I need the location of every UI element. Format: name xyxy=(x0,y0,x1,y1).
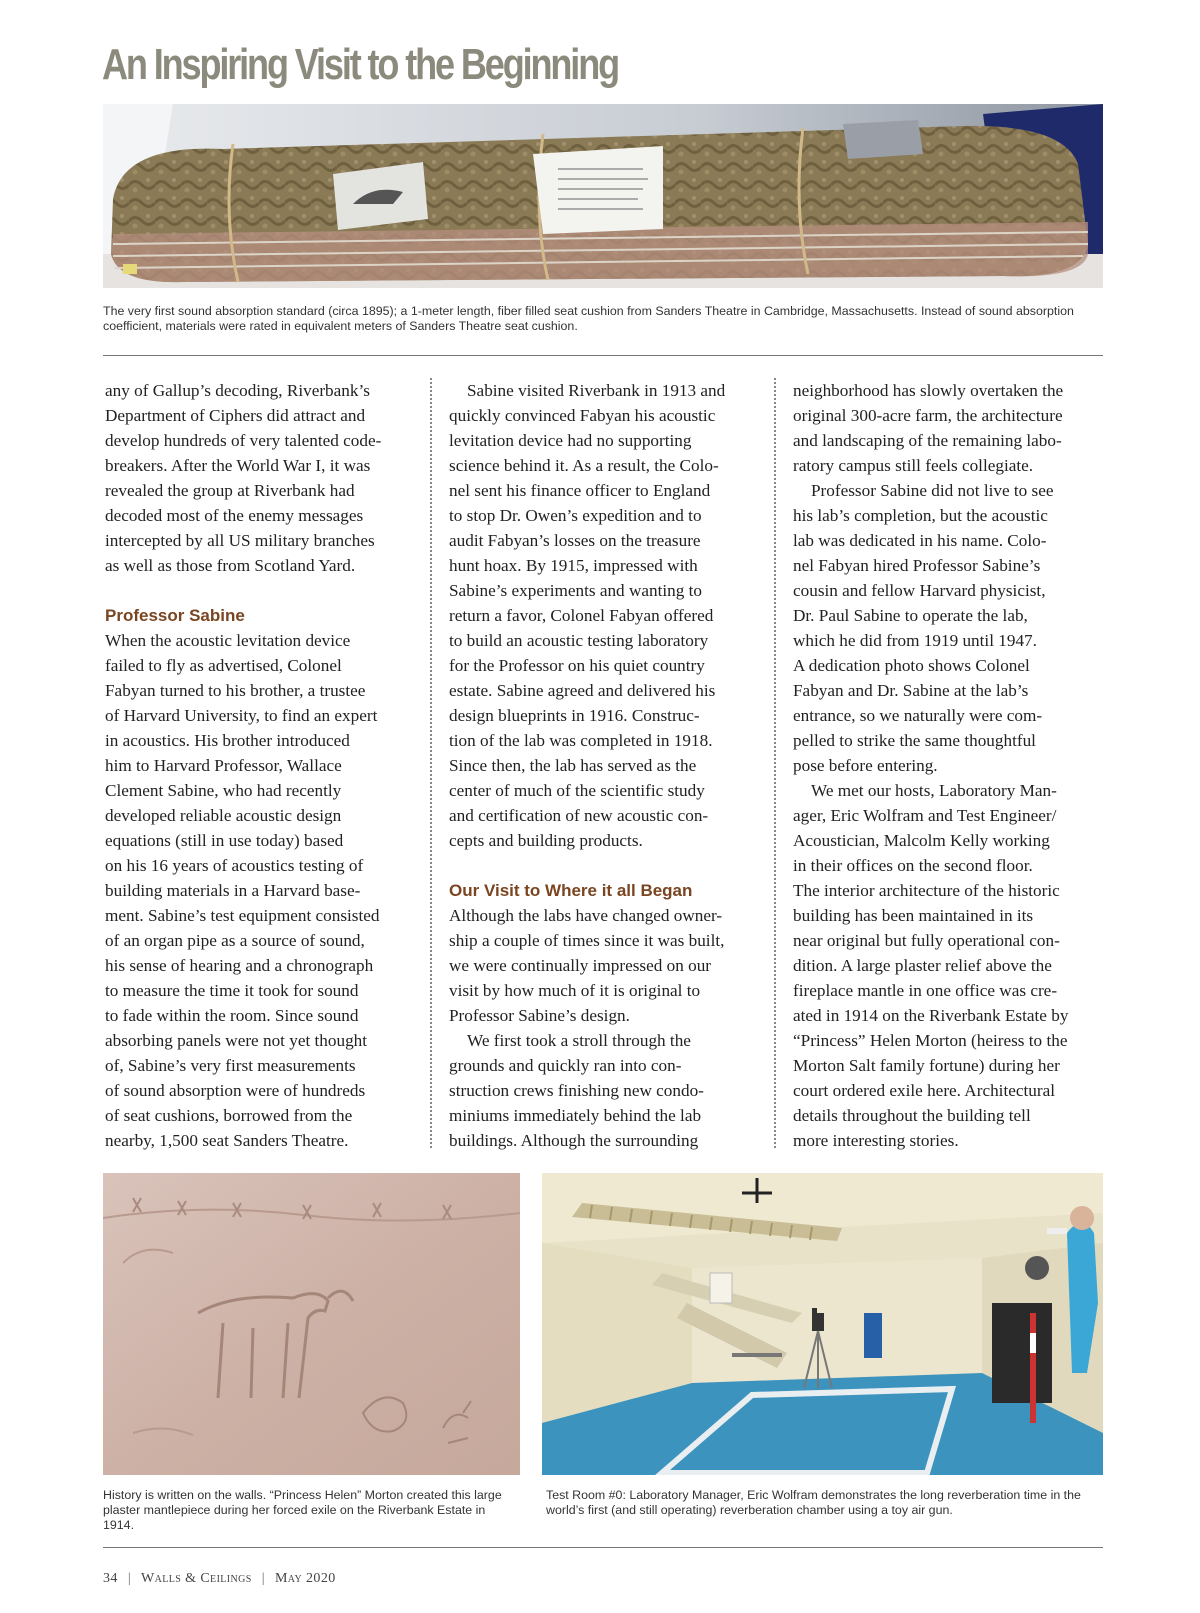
text-line: intercepted by all US military branches xyxy=(105,531,375,550)
text-line: and certification of new acoustic con- xyxy=(449,806,709,825)
text-line: design blueprints in 1916. Construc- xyxy=(449,706,700,725)
text-line: We first took a stroll through the xyxy=(467,1031,691,1050)
footer-divider xyxy=(103,1547,1103,1548)
section-heading-our-visit: Our Visit to Where it all Began xyxy=(449,881,693,900)
text-line: of sound absorption were of hundreds xyxy=(105,1081,366,1100)
page-footer: 34 | Walls & Ceilings | May 2020 xyxy=(103,1571,336,1586)
seat-cushion-photo xyxy=(103,104,1103,288)
text-line: breakers. After the World War I, it was xyxy=(105,456,371,475)
text-line: return a favor, Colonel Fabyan offered xyxy=(449,606,714,625)
text-line: of, Sabine’s very first measurements xyxy=(105,1056,356,1075)
relief-caption: History is written on the walls. “Princess Helen” Morton created this large plaster mantlepiece during her forced exile on the Riverbank Estate in 1914. xyxy=(103,1488,502,1532)
text-line: When the acoustic levitation device xyxy=(105,631,351,650)
text-line: tion of the lab was completed in 1918. xyxy=(449,731,713,750)
column3-paragraph3 xyxy=(793,778,1105,1153)
text-line: Fabyan and Dr. Sabine at the lab’s xyxy=(793,681,1029,700)
text-line: we were continually impressed on our xyxy=(449,956,712,975)
text-line: audit Fabyan’s losses on the treasure xyxy=(449,531,701,550)
text-line: dition. A large plaster relief above the xyxy=(793,956,1052,975)
text-line: near original but fully operational con- xyxy=(793,931,1060,950)
text-line: cousin and fellow Harvard physicist, xyxy=(793,581,1046,600)
text-line: struction crews finishing new condo- xyxy=(449,1081,704,1100)
text-line: nearby, 1,500 seat Sanders Theatre. xyxy=(105,1131,349,1150)
text-line: Fabyan turned to his brother, a trustee xyxy=(105,681,366,700)
hero-caption: The very first sound absorption standard (circa 1895); a 1-meter length, fiber filled seat cushion from Sanders Theatre in Cambridge, Massachusetts. Instead of sound absorption coefficient, materials were rated in equivalent meters of Sanders Theatre seat cushion. xyxy=(103,304,1074,333)
column2-paragraph3 xyxy=(449,1028,759,1153)
text-line: nel Fabyan hired Professor Sabine’s xyxy=(793,556,1041,575)
text-line: Since then, the lab has served as the xyxy=(449,756,697,775)
text-line: pelled to strike the same thoughtful xyxy=(793,731,1036,750)
text-line: details throughout the building tell xyxy=(793,1106,1031,1125)
text-line: for the Professor on his quiet country xyxy=(449,656,705,675)
text-line: grounds and quickly ran into con- xyxy=(449,1056,682,1075)
text-line: to measure the time it took for sound xyxy=(105,981,359,1000)
text-line: pose before entering. xyxy=(793,756,938,775)
text-line: to stop Dr. Owen’s expedition and to xyxy=(449,506,702,525)
text-line: estate. Sabine agreed and delivered his xyxy=(449,681,716,700)
text-line: center of much of the scientific study xyxy=(449,781,705,800)
text-line: hunt hoax. By 1915, impressed with xyxy=(449,556,698,575)
text-line: more interesting stories. xyxy=(793,1131,959,1150)
column2-paragraph2 xyxy=(449,903,759,1028)
text-line: fireplace mantle in one office was cre- xyxy=(793,981,1058,1000)
text-line: lab was dedicated in his name. Colo- xyxy=(793,531,1047,550)
text-line: Dr. Paul Sabine to operate the lab, xyxy=(793,606,1028,625)
text-line: develop hundreds of very talented code- xyxy=(105,431,382,450)
text-line: ratory campus still feels collegiate. xyxy=(793,456,1034,475)
text-line: quickly convinced Fabyan his acoustic xyxy=(449,406,716,425)
text-line: revealed the group at Riverbank had xyxy=(105,481,355,500)
text-line: equations (still in use today) based xyxy=(105,831,344,850)
text-line: in their offices on the second floor. xyxy=(793,856,1033,875)
column3-paragraph1 xyxy=(793,378,1105,478)
text-line: ager, Eric Wolfram and Test Engineer/ xyxy=(793,806,1057,825)
text-line: nel sent his finance officer to England xyxy=(449,481,711,500)
text-line: in acoustics. His brother introduced xyxy=(105,731,350,750)
text-line: “Princess” Helen Morton (heiress to the xyxy=(793,1031,1068,1050)
text-line: and landscaping of the remaining labo- xyxy=(793,431,1062,450)
text-line: miniums immediately behind the lab xyxy=(449,1106,702,1125)
text-line: We met our hosts, Laboratory Man- xyxy=(811,781,1057,800)
page-number: 34 xyxy=(103,1571,118,1586)
column-separator xyxy=(430,378,432,1148)
text-line: Sabine visited Riverbank in 1913 and xyxy=(467,381,726,400)
column-2 xyxy=(449,378,759,1153)
text-line: entrance, so we naturally were com- xyxy=(793,706,1043,725)
column-1 xyxy=(105,378,415,1153)
text-line: which he did from 1919 until 1947. xyxy=(793,631,1037,650)
text-line: his lab’s completion, but the acoustic xyxy=(793,506,1048,525)
publication-name: Walls & Ceilings xyxy=(141,1571,252,1586)
issue-date: May 2020 xyxy=(274,1571,336,1586)
text-line: Although the labs have changed owner- xyxy=(449,906,723,925)
text-line: any of Gallup’s decoding, Riverbank’s xyxy=(105,381,370,400)
text-line: to fade within the room. Since sound xyxy=(105,1006,359,1025)
text-line: Sabine’s experiments and wanting to xyxy=(449,581,702,600)
text-line: decoded most of the enemy messages xyxy=(105,506,364,525)
text-line: court ordered exile here. Architectural xyxy=(793,1081,1055,1100)
text-line: Professor Sabine did not live to see xyxy=(811,481,1054,500)
text-line: neighborhood has slowly overtaken the xyxy=(793,381,1064,400)
text-line: failed to fly as advertised, Colonel xyxy=(105,656,342,675)
column-3 xyxy=(793,378,1105,1153)
text-line: buildings. Although the surrounding xyxy=(449,1131,699,1150)
text-line: of seat cushions, borrowed from the xyxy=(105,1106,353,1125)
text-line: as well as those from Scotland Yard. xyxy=(105,556,356,575)
text-line: Acoustician, Malcolm Kelly working xyxy=(793,831,1050,850)
text-line: Morton Salt family fortune) during her xyxy=(793,1056,1060,1075)
text-line: Clement Sabine, who had recently xyxy=(105,781,342,800)
text-line: ship a couple of times since it was built, xyxy=(449,931,725,950)
column3-paragraph2 xyxy=(793,478,1105,778)
text-line: visit by how much of it is original to xyxy=(449,981,701,1000)
text-line: absorbing panels were not yet thought xyxy=(105,1031,368,1050)
text-line: developed reliable acoustic design xyxy=(105,806,342,825)
text-line: The interior architecture of the historic xyxy=(793,881,1060,900)
text-line: on his 16 years of acoustics testing of xyxy=(105,856,364,875)
text-line: him to Harvard Professor, Wallace xyxy=(105,756,342,775)
text-line: Department of Ciphers did attract and xyxy=(105,406,366,425)
text-line: A dedication photo shows Colonel xyxy=(793,656,1030,675)
text-line: building has been maintained in its xyxy=(793,906,1034,925)
text-line: of an organ pipe as a source of sound, xyxy=(105,931,365,950)
text-line: levitation device had no supporting xyxy=(449,431,692,450)
text-line: Professor Sabine’s design. xyxy=(449,1006,630,1025)
seat-cushion-illustration xyxy=(103,104,1103,288)
column1-paragraph1 xyxy=(105,378,415,578)
text-line: cepts and building products. xyxy=(449,831,643,850)
text-line: original 300-acre farm, the architecture xyxy=(793,406,1063,425)
text-line: of Harvard University, to find an expert xyxy=(105,706,378,725)
section-heading-professor-sabine: Professor Sabine xyxy=(105,606,245,625)
column2-paragraph1 xyxy=(449,378,759,853)
reverberation-chamber-illustration xyxy=(542,1173,1103,1475)
article-title: An Inspiring Visit to the Beginning xyxy=(102,40,619,89)
text-line: building materials in a Harvard base- xyxy=(105,881,361,900)
text-line: science behind it. As a result, the Colo- xyxy=(449,456,719,475)
text-line: ated in 1914 on the Riverbank Estate by xyxy=(793,1006,1069,1025)
text-line: to build an acoustic testing laboratory xyxy=(449,631,709,650)
plaster-relief-photo xyxy=(103,1173,520,1475)
reverberation-chamber-photo xyxy=(542,1173,1103,1475)
chamber-caption: Test Room #0: Laboratory Manager, Eric Wolfram demonstrates the long reverberation time in the world’s first (and still operating) reverberation chamber using a toy air gun. xyxy=(546,1488,1081,1517)
column1-paragraph2 xyxy=(105,628,415,1153)
column-separator xyxy=(774,378,776,1148)
text-line: his sense of hearing and a chronograph xyxy=(105,956,374,975)
top-divider xyxy=(103,355,1103,356)
plaster-relief-illustration xyxy=(103,1173,520,1475)
text-line: ment. Sabine’s test equipment consisted xyxy=(105,906,380,925)
